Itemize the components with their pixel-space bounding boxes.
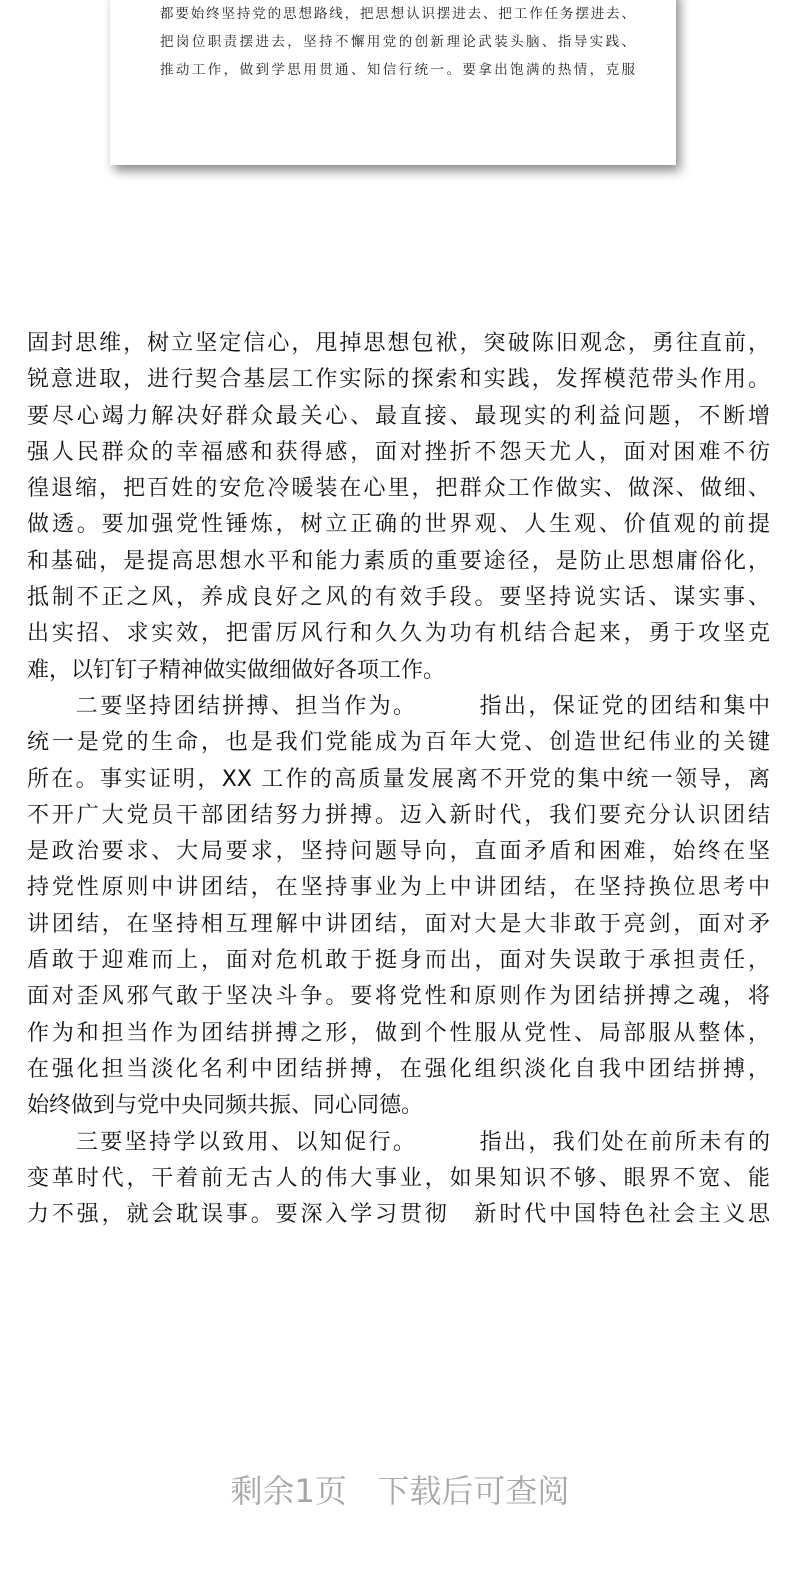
text-line: 变革时代，干着前无古人的伟大事业，如果知识不够、眼界不宽、能 [27, 1165, 770, 1191]
text-line: 难，以钉钉子精神做实做细做好各项工作。 [27, 657, 446, 683]
text-line: 力不强，就会耽误事。要深入学习贯彻 新时代中国特色社会主义思 [27, 1202, 770, 1228]
text-line: 做透。要加强党性锤炼，树立正确的世界观、人生观、价值观的前提 [27, 512, 770, 538]
text-line: 盾敢于迎难而上，面对危机敢于挺身而出，面对失误敢于承担责任， [27, 948, 770, 974]
text-line: 二要坚持团结拼搏、担当作为。 指出，保证党的团结和集中 [27, 693, 770, 719]
card-text-line: 推动工作，做到学思用贯通、知信行统一。要拿出饱满的热情，克服 [160, 62, 635, 78]
text-line: 三要坚持学以致用、以知促行。 指出，我们处在前所未有的 [27, 1129, 770, 1155]
text-line: 是政治要求、大局要求，坚持问题导向，直面矛盾和困难，始终在坚 [27, 839, 770, 865]
card-text-line: 都要始终坚持党的思想路线，把思想认识摆进去、把工作任务摆进去、 [160, 6, 635, 22]
text-line: 出实招、求实效，把雷厉风行和久久为功有机结合起来，勇于攻坚克 [27, 621, 770, 647]
text-line: 所在。事实证明，XX 工作的高质量发展离不开党的集中统一领导，离 [27, 766, 770, 792]
text-line: 作为和担当作为团结拼搏之形，做到个性服从党性、局部服从整体， [27, 1020, 770, 1046]
text-line: 在强化担当淡化名利中团结拼搏，在强化组织淡化自我中团结拼搏， [27, 1056, 770, 1082]
text-line: 徨退缩，把百姓的安危冷暖装在心里，把群众工作做实、做深、做细、 [27, 476, 770, 502]
card-text-line: 把岗位职责摆进去，坚持不懈用党的创新理论武装头脑、指导实践、 [160, 34, 635, 50]
text-line: 不开广大党员干部团结努力拼搏。迈入新时代，我们要充分认识团结 [27, 802, 770, 828]
text-line: 固封思维，树立坚定信心，甩掉思想包袱，突破陈旧观念，勇往直前， [27, 331, 770, 356]
text-line: 锐意进取，进行契合基层工作实际的探索和实践，发挥模范带头作用。 [27, 367, 770, 393]
document-body [27, 326, 770, 1233]
text-line: 面对歪风邪气敢于坚决斗争。要将党性和原则作为团结拼搏之魂，将 [27, 984, 770, 1010]
remaining-pages-download-prompt[interactable]: 剩余1页 下载后可查阅 [230, 1472, 570, 1510]
text-line: 统一是党的生命，也是我们党能成为百年大党、创造世纪伟业的关键 [27, 730, 770, 756]
text-line: 抵制不正之风，养成良好之风的有效手段。要坚持说实话、谋实事、 [27, 585, 770, 611]
preview-page-card [110, 0, 676, 165]
text-line: 和基础，是提高思想水平和能力素质的重要途径，是防止思想庸俗化， [27, 548, 770, 574]
text-line: 持党性原则中讲团结，在坚持事业为上中讲团结，在坚持换位思考中 [27, 875, 770, 901]
text-line: 强人民群众的幸福感和获得感，面对挫折不怨天尤人，面对困难不彷 [27, 439, 770, 465]
text-line: 要尽心竭力解决好群众最关心、最直接、最现实的利益问题，不断增 [27, 403, 770, 429]
text-line: 讲团结，在坚持相互理解中讲团结，面对大是大非敢于亮剑，面对矛 [27, 911, 770, 937]
text-line: 始终做到与党中央同频共振、同心同德。 [27, 1093, 424, 1119]
